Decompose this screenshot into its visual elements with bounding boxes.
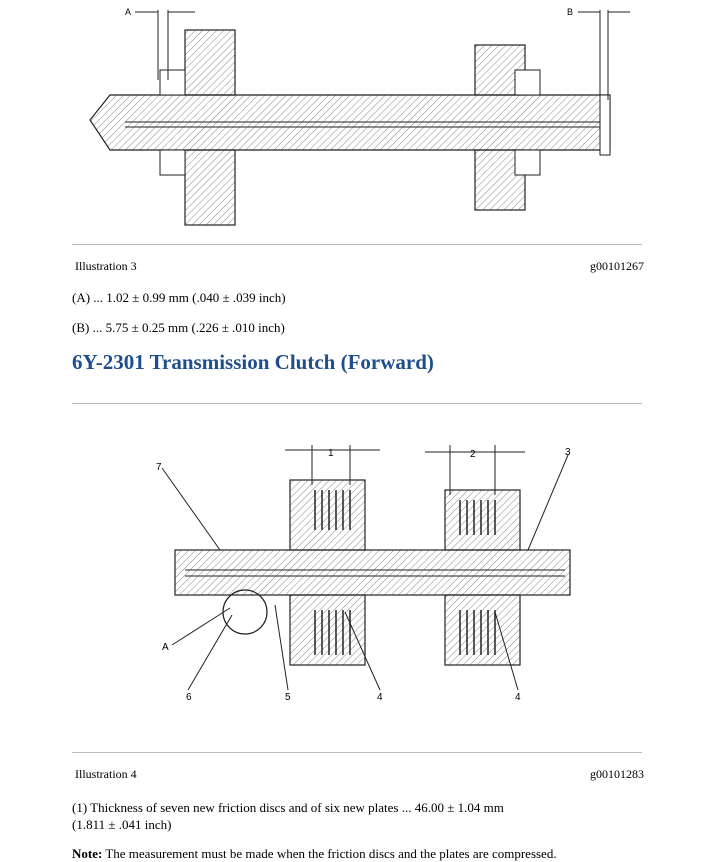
note-paragraph [72,845,557,862]
divider [72,244,642,245]
callout-7: 7 [156,462,162,473]
spec-b: (B) ... 5.75 ± 0.25 mm (.226 ± .010 inch) [72,320,285,335]
illustration-3-caption: Illustration 3 [75,259,137,273]
spec-1-line-2: (1.811 ± .041 inch) [72,817,172,832]
divider [72,752,642,753]
illustration-3-code: g00101267 [590,259,644,273]
illustration-4-code: g00101283 [590,767,644,781]
illustration-4-caption: Illustration 4 [75,767,137,781]
label-a: A [125,7,132,17]
note-label: Note: [72,846,103,861]
callout-5: 5 [285,692,291,703]
callout-3: 3 [565,447,571,458]
spec-a: (A) ... 1.02 ± 0.99 mm (.040 ± .039 inch) [72,290,286,305]
callout-2: 2 [470,449,476,460]
callout-6: 6 [186,692,192,703]
callout-a: A [162,642,169,653]
note-text: The measurement must be made when the friction discs and the plates are compressed. [102,846,557,861]
label-b: B [567,7,574,17]
section-title: 6Y-2301 Transmission Clutch (Forward) [72,350,434,374]
illustration-4-drawing [150,440,590,710]
callout-4a: 4 [377,692,383,703]
divider [72,403,642,404]
illustration-3-drawing [70,0,645,240]
callout-1: 1 [328,448,334,459]
spec-1-line-1: (1) Thickness of seven new friction discs and of six new plates ... 46.00 ± 1.04 mm [72,800,504,815]
callout-4b: 4 [515,692,521,703]
